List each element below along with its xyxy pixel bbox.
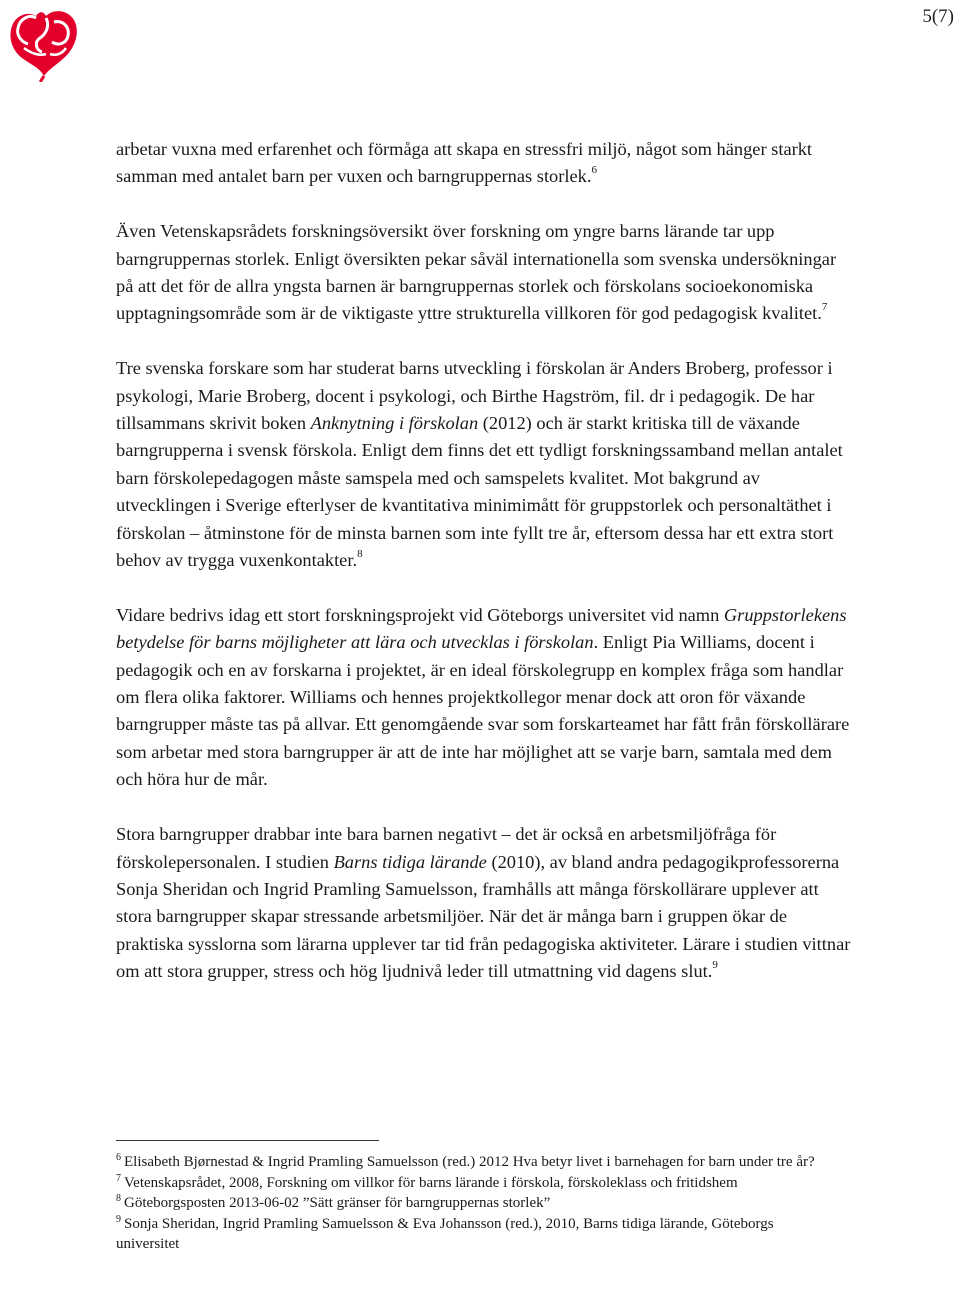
footnote <box>116 1193 836 1214</box>
paragraph: Stora barngrupper drabbar inte bara barnen negativt – det är också en arbetsmiljöfråga för förskolepersonalen. I studien Barns tidiga lärande (2010), av bland andra pedagogikprofessorerna Sonja Sheridan och Ingrid Pramling Samuelsson, framhålls att många förskollärare upplever att stora barngrupper skapar stressande arbetsmiljöer. När det är många barn i gruppen ökar de praktiska sysslorna som lärarna upplever tar tid från pedagogiska aktiviteter. Lärare i studien vittnar om att stora grupper, stress och hög ljudnivå leder till utmattning vid dagens slut.$^9$ <box>116 824 851 982</box>
footnote-ref[interactable]: 7 <box>821 301 828 314</box>
page-number: 5(7) <box>922 6 954 27</box>
project-title: Gruppstorlekens betydelse för barns möjligheter att lära och utvecklas i förskolan <box>116 604 847 653</box>
footnote-number: 9 <box>116 1213 121 1225</box>
footnote <box>116 1214 836 1255</box>
footnote-text: Elisabeth Bjørnestad & Ingrid Pramling Samuelsson (red.) 2012 Hva betyr livet i barnehagen for barn under tre år? <box>124 1154 815 1170</box>
footnote <box>116 1173 836 1194</box>
paragraph: Även Vetenskapsrådets forskningsöversikt över forskning om yngre barns lärande tar upp barngruppernas storlek. Enligt översikten pekar såväl internationella som svenska undersökningar på att det för de allra yngsta barnen är barngruppernas storlek och förskolans socioekonomiska upptagningsområde som är de viktigaste yttre strukturella villkoren för god pedagogisk kvalitet.$^7$ <box>116 221 837 324</box>
paragraph: arbetar vuxna med erfarenhet och förmåga att skapa en stressfri miljö, något som hänger starkt samman med antalet barn per vuxen och barngruppernas storlek.$^6$ <box>116 139 813 187</box>
footnote-text: Sonja Sheridan, Ingrid Pramling Samuelsson & Eva Johansson (red.), 2010, Barns tidiga lärande, Göteborgs universitet <box>116 1215 774 1253</box>
footnote-ref[interactable]: 6 <box>591 164 597 177</box>
footnote-text: Göteborgsposten 2013-06-02 ”Sätt gränser för barngruppernas storlek” <box>124 1195 551 1212</box>
footnote-ref[interactable]: 8 <box>357 547 363 560</box>
rose-logo-icon <box>6 4 80 82</box>
footnote-ref[interactable]: 9 <box>712 959 718 971</box>
paragraph: Vidare bedrivs idag ett stort forskningsprojekt vid Göteborgs universitet vid namn Gruppstorlekens betydelse för barns möjligheter att lära och utvecklas i förskolan. Enligt Pia Williams, docent i pedagogik och en av forskarna i projektet, är en ideal förskolegrupp en komplex fråga som handlar om flera olika faktorer. Williams och hennes projektkollegor menar dock att oron för växande barngrupper måste tas på allvar. Ett genomgående svar som forskarteamet har fått från förskollärare som arbetar med stora barngrupper är att de inte har möjlighet att se varje barn, samtala med dem och höra hur de mår. <box>116 604 850 790</box>
footnotes <box>116 1152 836 1255</box>
paragraph: Tre svenska forskare som har studerat barns utveckling i förskolan är Anders Broberg, professor i psykologi, Marie Broberg, docent i psykologi, och Birthe Hagström, fil. dr i pedagogik. De har tillsammans skrivit boken Anknytning i förskolan (2012) och är starkt kritiska till de växande barngrupperna i svensk förskola. Enligt dem finns det ett tydligt forskningssamband mellan antalet barn förskolepedagogen måste samspela med och samspelets kvalitet. Mot bakgrund av utvecklingen i Sverige efterlyser de kvantitativa minimimått för gruppstorlek och personaltäthet i förskolan – åtminstone för de minsta barnen som inte fyllt tre år, eftersom dessa har ett extra stort behov av trygga vuxenkontakter.$^8$ <box>116 358 843 571</box>
footnote-number: 6 <box>116 1152 121 1163</box>
book-title: Anknytning i förskolan <box>310 413 479 434</box>
study-title: Barns tidiga lärande <box>333 851 487 872</box>
body-text <box>116 136 856 1013</box>
footnote-text: Vetenskapsrådet, 2008, Forskning om villkor för barns lärande i förskola, förskoleklass och fritidshem <box>124 1174 738 1191</box>
footnote <box>116 1152 836 1173</box>
footnote-divider <box>116 1140 379 1141</box>
footnote-number: 8 <box>116 1193 121 1205</box>
footnote-number: 7 <box>116 1172 121 1184</box>
